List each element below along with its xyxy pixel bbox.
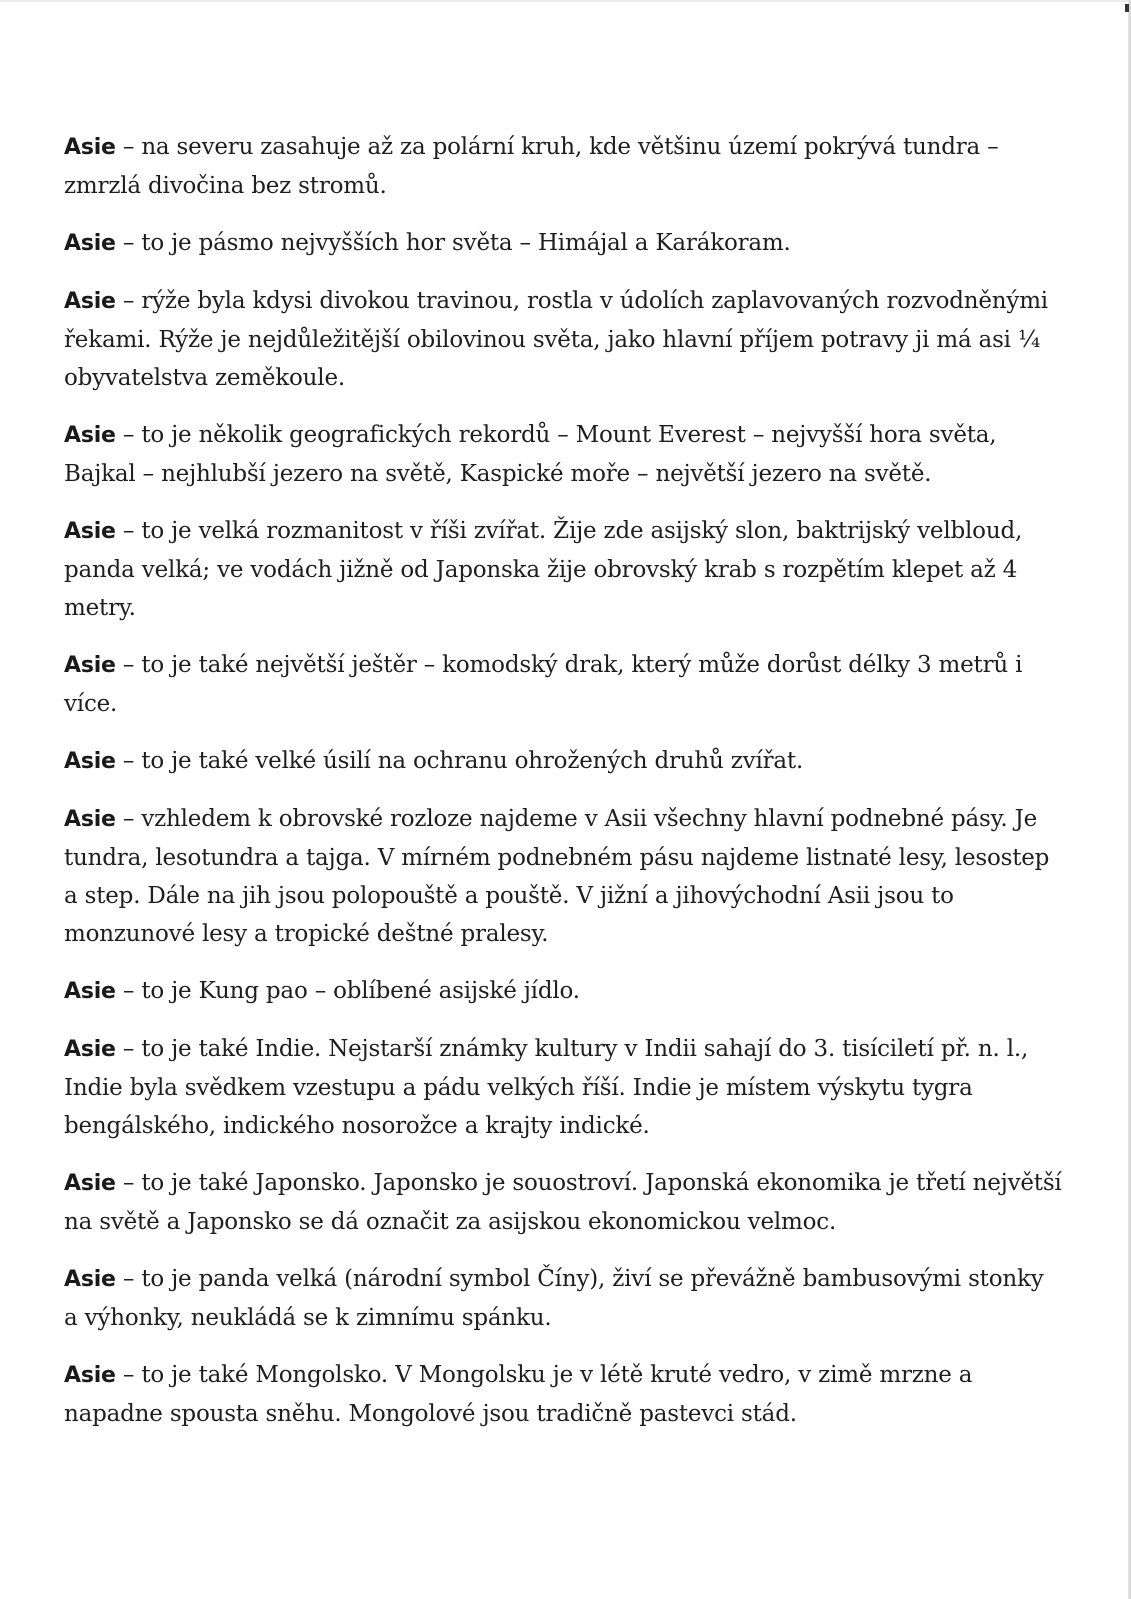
- paragraph-term: Asie: [64, 1363, 116, 1388]
- paragraph-term: Asie: [64, 807, 116, 832]
- paragraph-text: – to je také největší ještěr – komodský drak, který může dorůst délky 3 metrů i více.: [64, 652, 1023, 717]
- paragraph-term: Asie: [64, 653, 116, 678]
- paragraph-records: [64, 416, 1064, 493]
- paragraph-term: Asie: [64, 979, 116, 1004]
- paragraph-japan: [64, 1164, 1064, 1241]
- paragraph-conservation: [64, 742, 1064, 781]
- paragraph-kung-pao: [64, 972, 1064, 1011]
- paragraph-rice: [64, 282, 1064, 397]
- paragraph-term: Asie: [64, 231, 116, 256]
- paragraph-term: Asie: [64, 749, 116, 774]
- paragraph-text: – to je také Mongolsko. V Mongolsku je v létě kruté vedro, v zimě mrzne a napadne spousta sněhu. Mongolové jsou tradičně pastevci stád.: [64, 1362, 973, 1427]
- paragraph-text: – to je pásmo nejvyšších hor světa – Himájal a Karákoram.: [115, 230, 791, 256]
- paragraph-climate: [64, 800, 1064, 953]
- paragraph-text: – to je panda velká (národní symbol Číny), živí se převážně bambusovými stonky a výhonky, neukládá se k zimnímu spánku.: [64, 1266, 1044, 1331]
- paragraph-term: Asie: [64, 519, 116, 544]
- paragraph-text: – na severu zasahuje až za polární kruh, kde většinu území pokrývá tundra – zmrzlá divočina bez stromů.: [64, 134, 999, 199]
- paragraph-term: Asie: [64, 135, 116, 160]
- scan-corner-mark: [1125, 4, 1129, 12]
- paragraph-mongolia: [64, 1356, 1064, 1433]
- paragraph-panda: [64, 1260, 1064, 1337]
- paragraph-text: – to je také velké úsilí na ochranu ohrožených druhů zvířat.: [115, 748, 804, 774]
- paragraph-text: – to je velká rozmanitost v říši zvířat. Žije zde asijský slon, baktrijský velbloud, panda velká; ve vodách jižně od Japonska žije obrovský krab s rozpětím klepet až 4 metry.: [64, 518, 1023, 621]
- paragraph-india: [64, 1030, 1064, 1145]
- paragraph-term: Asie: [64, 1171, 116, 1196]
- paragraph-text: – to je Kung pao – oblíbené asijské jídlo.: [115, 978, 580, 1004]
- page-top-edge: [0, 0, 1131, 2]
- paragraph-text: – to je také Japonsko. Japonsko je souostroví. Japonská ekonomika je třetí největší na světě a Japonsko se dá označit za asijskou ekonomickou velmoc.: [64, 1170, 1062, 1235]
- paragraph-mountains: [64, 224, 1064, 263]
- paragraph-text: – to je několik geografických rekordů – Mount Everest – nejvyšší hora světa, Bajkal – nejhlubší jezero na světě, Kaspické moře – největší jezero na světě.: [64, 422, 997, 487]
- paragraph-tundra: [64, 128, 1064, 205]
- paragraph-animals: [64, 512, 1064, 627]
- paragraph-text: – vzhledem k obrovské rozloze najdeme v Asii všechny hlavní podnebné pásy. Je tundra, lesotundra a tajga. V mírném podnebném pásu najdeme listnaté lesy, lesostep a step. Dále na jih jsou polopouště a pouště. V jižní a jihovýchodní Asii jsou to monzunové lesy a tropické deštné pralesy.: [64, 806, 1050, 947]
- document-body: [64, 128, 1064, 1452]
- paragraph-text: – to je také Indie. Nejstarší známky kultury v Indii sahají do 3. tisíciletí př. n. l., Indie byla svědkem vzestupu a pádu velkých říší. Indie je místem výskytu tygra bengálského, indického nosorožce a krajty indické.: [64, 1036, 1029, 1139]
- paragraph-term: Asie: [64, 423, 116, 448]
- paragraph-text: – rýže byla kdysi divokou travinou, rostla v údolích zaplavovaných rozvodněnými řekami. Rýže je nejdůležitější obilovinou světa, jako hlavní příjem potravy ji má asi ¼ obyvatelstva zeměkoule.: [64, 288, 1048, 391]
- paragraph-term: Asie: [64, 1267, 116, 1292]
- paragraph-term: Asie: [64, 289, 116, 314]
- paragraph-komodo: [64, 646, 1064, 723]
- paragraph-term: Asie: [64, 1037, 116, 1062]
